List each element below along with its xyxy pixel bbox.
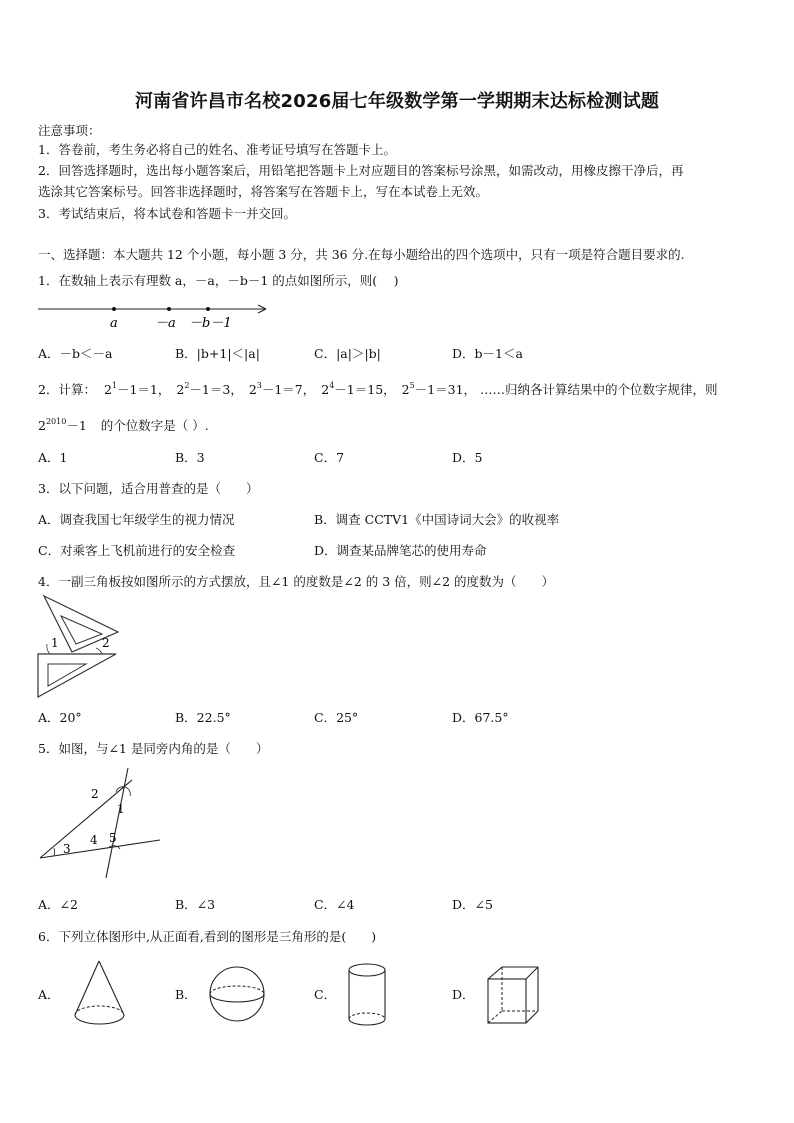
q2-stem-line2: [38, 416, 209, 434]
q6-option-b[interactable]: B．: [175, 987, 197, 1002]
axis-label-neg-a: －a: [155, 316, 176, 331]
q1-option-a[interactable]: A．－b＜－a: [38, 346, 113, 361]
q5-option-a[interactable]: A．∠2: [38, 897, 78, 912]
notice-item-1: 1．答卷前，考生务必将自己的姓名、准考证号填写在答题卡上。: [38, 142, 396, 157]
q3-option-a[interactable]: A．调查我国七年级学生的视力情况: [38, 512, 235, 527]
set-square-figure: [36, 594, 126, 700]
q3-option-d[interactable]: D．调查某品牌笔芯的使用寿命: [314, 543, 487, 558]
page-title: 河南省许昌市名校2026届七年级数学第一学期期末达标检测试题: [134, 91, 660, 112]
q2-option-d[interactable]: D．5: [452, 450, 483, 465]
q2-stem-suffix: ……归纳各计算结果中的个位数字规律，则: [480, 382, 718, 397]
cylinder-icon: [347, 961, 389, 1031]
q3-stem: 3．以下问题，适合用普查的是（ ）: [38, 481, 259, 496]
q2-option-a[interactable]: A．1: [38, 450, 68, 465]
q2-expr-1: $2^1-1=1$，: [103, 381, 171, 397]
q2-power-expr: $2^{2010}-1$: [38, 417, 87, 433]
q1-option-d[interactable]: D．b－1＜a: [452, 346, 523, 361]
angle-label-3: 3: [63, 842, 71, 856]
angle-label-2: 2: [91, 787, 99, 801]
cuboid-icon: [486, 965, 542, 1027]
q1-option-b[interactable]: B．|b+1|＜|a|: [175, 346, 260, 361]
q6-stem: 6．下列立体图形中,从正面看,看到的图形是三角形的是( ): [38, 929, 377, 944]
axis-label-a: a: [110, 316, 118, 331]
q3-option-c[interactable]: C．对乘客上飞机前进行的安全检查: [38, 543, 236, 558]
q5-option-c[interactable]: C．∠4: [314, 897, 355, 912]
q6-option-a[interactable]: A．: [38, 987, 60, 1002]
sphere-icon: [207, 966, 269, 1024]
q2-option-b[interactable]: B．3: [175, 450, 205, 465]
notice-item-3: 3．考试结束后，将本试卷和答题卡一并交回。: [38, 206, 296, 221]
q2-stem-prefix: 2．计算：: [38, 382, 96, 397]
q4-option-c[interactable]: C．25°: [314, 710, 359, 725]
q4-option-b[interactable]: B．22.5°: [175, 710, 231, 725]
q2-stem: [38, 380, 718, 398]
notice-item-2: 2．回答选择题时，选出每小题答案后，用铅笔把答题卡上对应题目的答案标号涂黑，如需改动，用橡皮擦干净后，再: [38, 163, 684, 178]
q2-expr-2: $2^2-1=3$，: [176, 381, 243, 397]
cone-icon: [72, 958, 128, 1030]
angle-label-2: 2: [102, 636, 110, 650]
q5-option-d[interactable]: D．∠5: [452, 897, 493, 912]
q3-option-b[interactable]: B．调查 CCTV1《中国诗词大会》的收视率: [314, 512, 560, 527]
q2-expr-3: $2^3-1=7$，: [248, 381, 316, 397]
q5-option-b[interactable]: B．∠3: [175, 897, 216, 912]
angle-label-5: 5: [109, 831, 117, 845]
angle-label-1: 1: [51, 636, 59, 650]
q4-option-a[interactable]: A．20°: [38, 710, 82, 725]
angle-label-4: 4: [90, 833, 98, 847]
q6-option-c[interactable]: C．: [314, 987, 337, 1002]
q6-option-d[interactable]: D．: [452, 987, 475, 1002]
q2-expr-4: $2^4-1=15$，: [321, 381, 396, 397]
q1-option-c[interactable]: C．|a|＞|b|: [314, 346, 381, 361]
q4-option-d[interactable]: D．67.5°: [452, 710, 509, 725]
number-line-figure: [36, 300, 276, 332]
q2-stem-tail: 的个位数字是（ ）.: [100, 418, 209, 433]
transversal-figure: [36, 762, 166, 882]
q5-stem: 5．如图，与∠1 是同旁内角的是（ ）: [38, 741, 269, 756]
notice-item-2-cont: 选涂其它答案标号。回答非选择题时，将答案写在答题卡上，写在本试卷上无效。: [38, 184, 489, 199]
notice-heading: 注意事项：: [38, 123, 101, 138]
q4-stem: 4．一副三角板按如图所示的方式摆放，且∠1 的度数是∠2 的 3 倍，则∠2 的度数为（ ）: [38, 574, 555, 589]
angle-label-1: 1: [117, 802, 125, 816]
q1-stem: 1．在数轴上表示有理数 a，－a，－b－1 的点如图所示，则( ): [38, 273, 399, 288]
section-heading: 一、选择题：本大题共 12 个小题，每小题 3 分，共 36 分.在每小题给出的四个选项中，只有一项是符合题目要求的.: [38, 247, 685, 262]
q2-option-c[interactable]: C．7: [314, 450, 345, 465]
axis-label-neg-b-1: －b－1: [189, 316, 232, 331]
q2-expr-5: $2^5-1=31$，: [401, 381, 477, 397]
